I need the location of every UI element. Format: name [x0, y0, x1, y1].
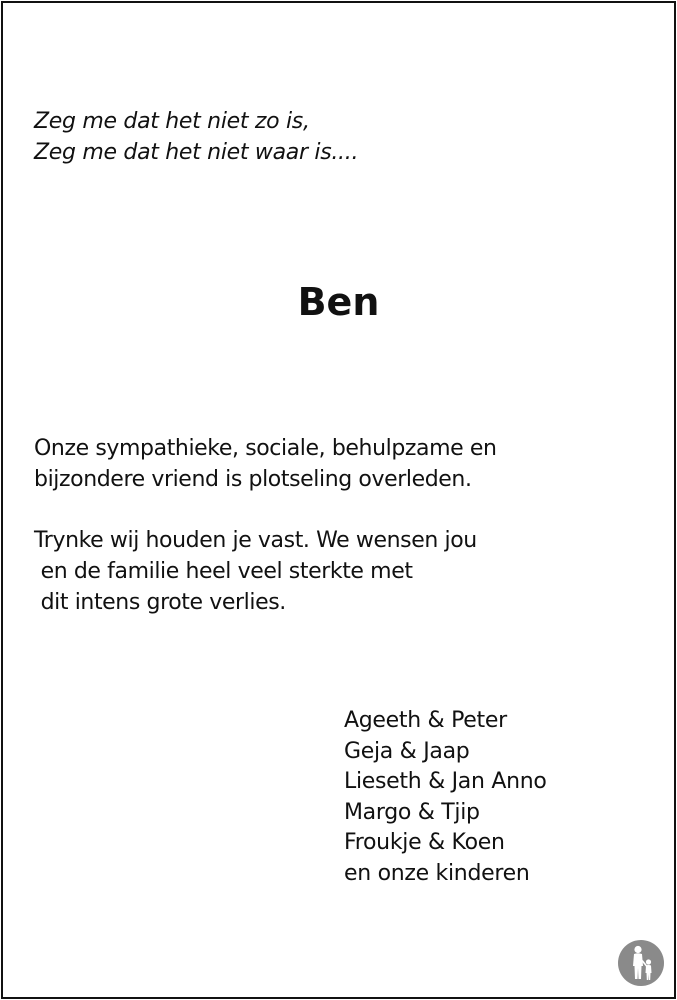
- poem-quote: [34, 106, 358, 168]
- condolence-paragraph: [34, 525, 477, 618]
- paragraph-line: dit intens grote verlies.: [34, 590, 286, 615]
- poem-line: Zeg me dat het niet zo is,: [34, 109, 310, 134]
- paragraph-line: Onze sympathieke, sociale, behulpzame en: [34, 436, 497, 461]
- poem-line: Zeg me dat het niet waar is....: [34, 140, 359, 165]
- signatory: Froukje & Koen: [344, 830, 505, 856]
- deceased-name: Ben: [297, 280, 380, 324]
- signatory: en onze kinderen: [344, 860, 530, 886]
- signatory: Margo & Tjip: [344, 799, 480, 825]
- memorial-figure-icon: [617, 939, 665, 987]
- paragraph-line: Trynke wij houden je vast. We wensen jou: [34, 528, 477, 553]
- signatories-list: [344, 706, 547, 890]
- announcement-paragraph: [34, 433, 497, 495]
- signatory: Geja & Jaap: [344, 738, 470, 764]
- signatory: Lieseth & Jan Anno: [344, 769, 547, 795]
- signatory: Ageeth & Peter: [344, 708, 507, 733]
- paragraph-line: bijzondere vriend is plotseling overleden.: [34, 467, 472, 492]
- paragraph-line: en de familie heel veel sterkte met: [34, 559, 413, 584]
